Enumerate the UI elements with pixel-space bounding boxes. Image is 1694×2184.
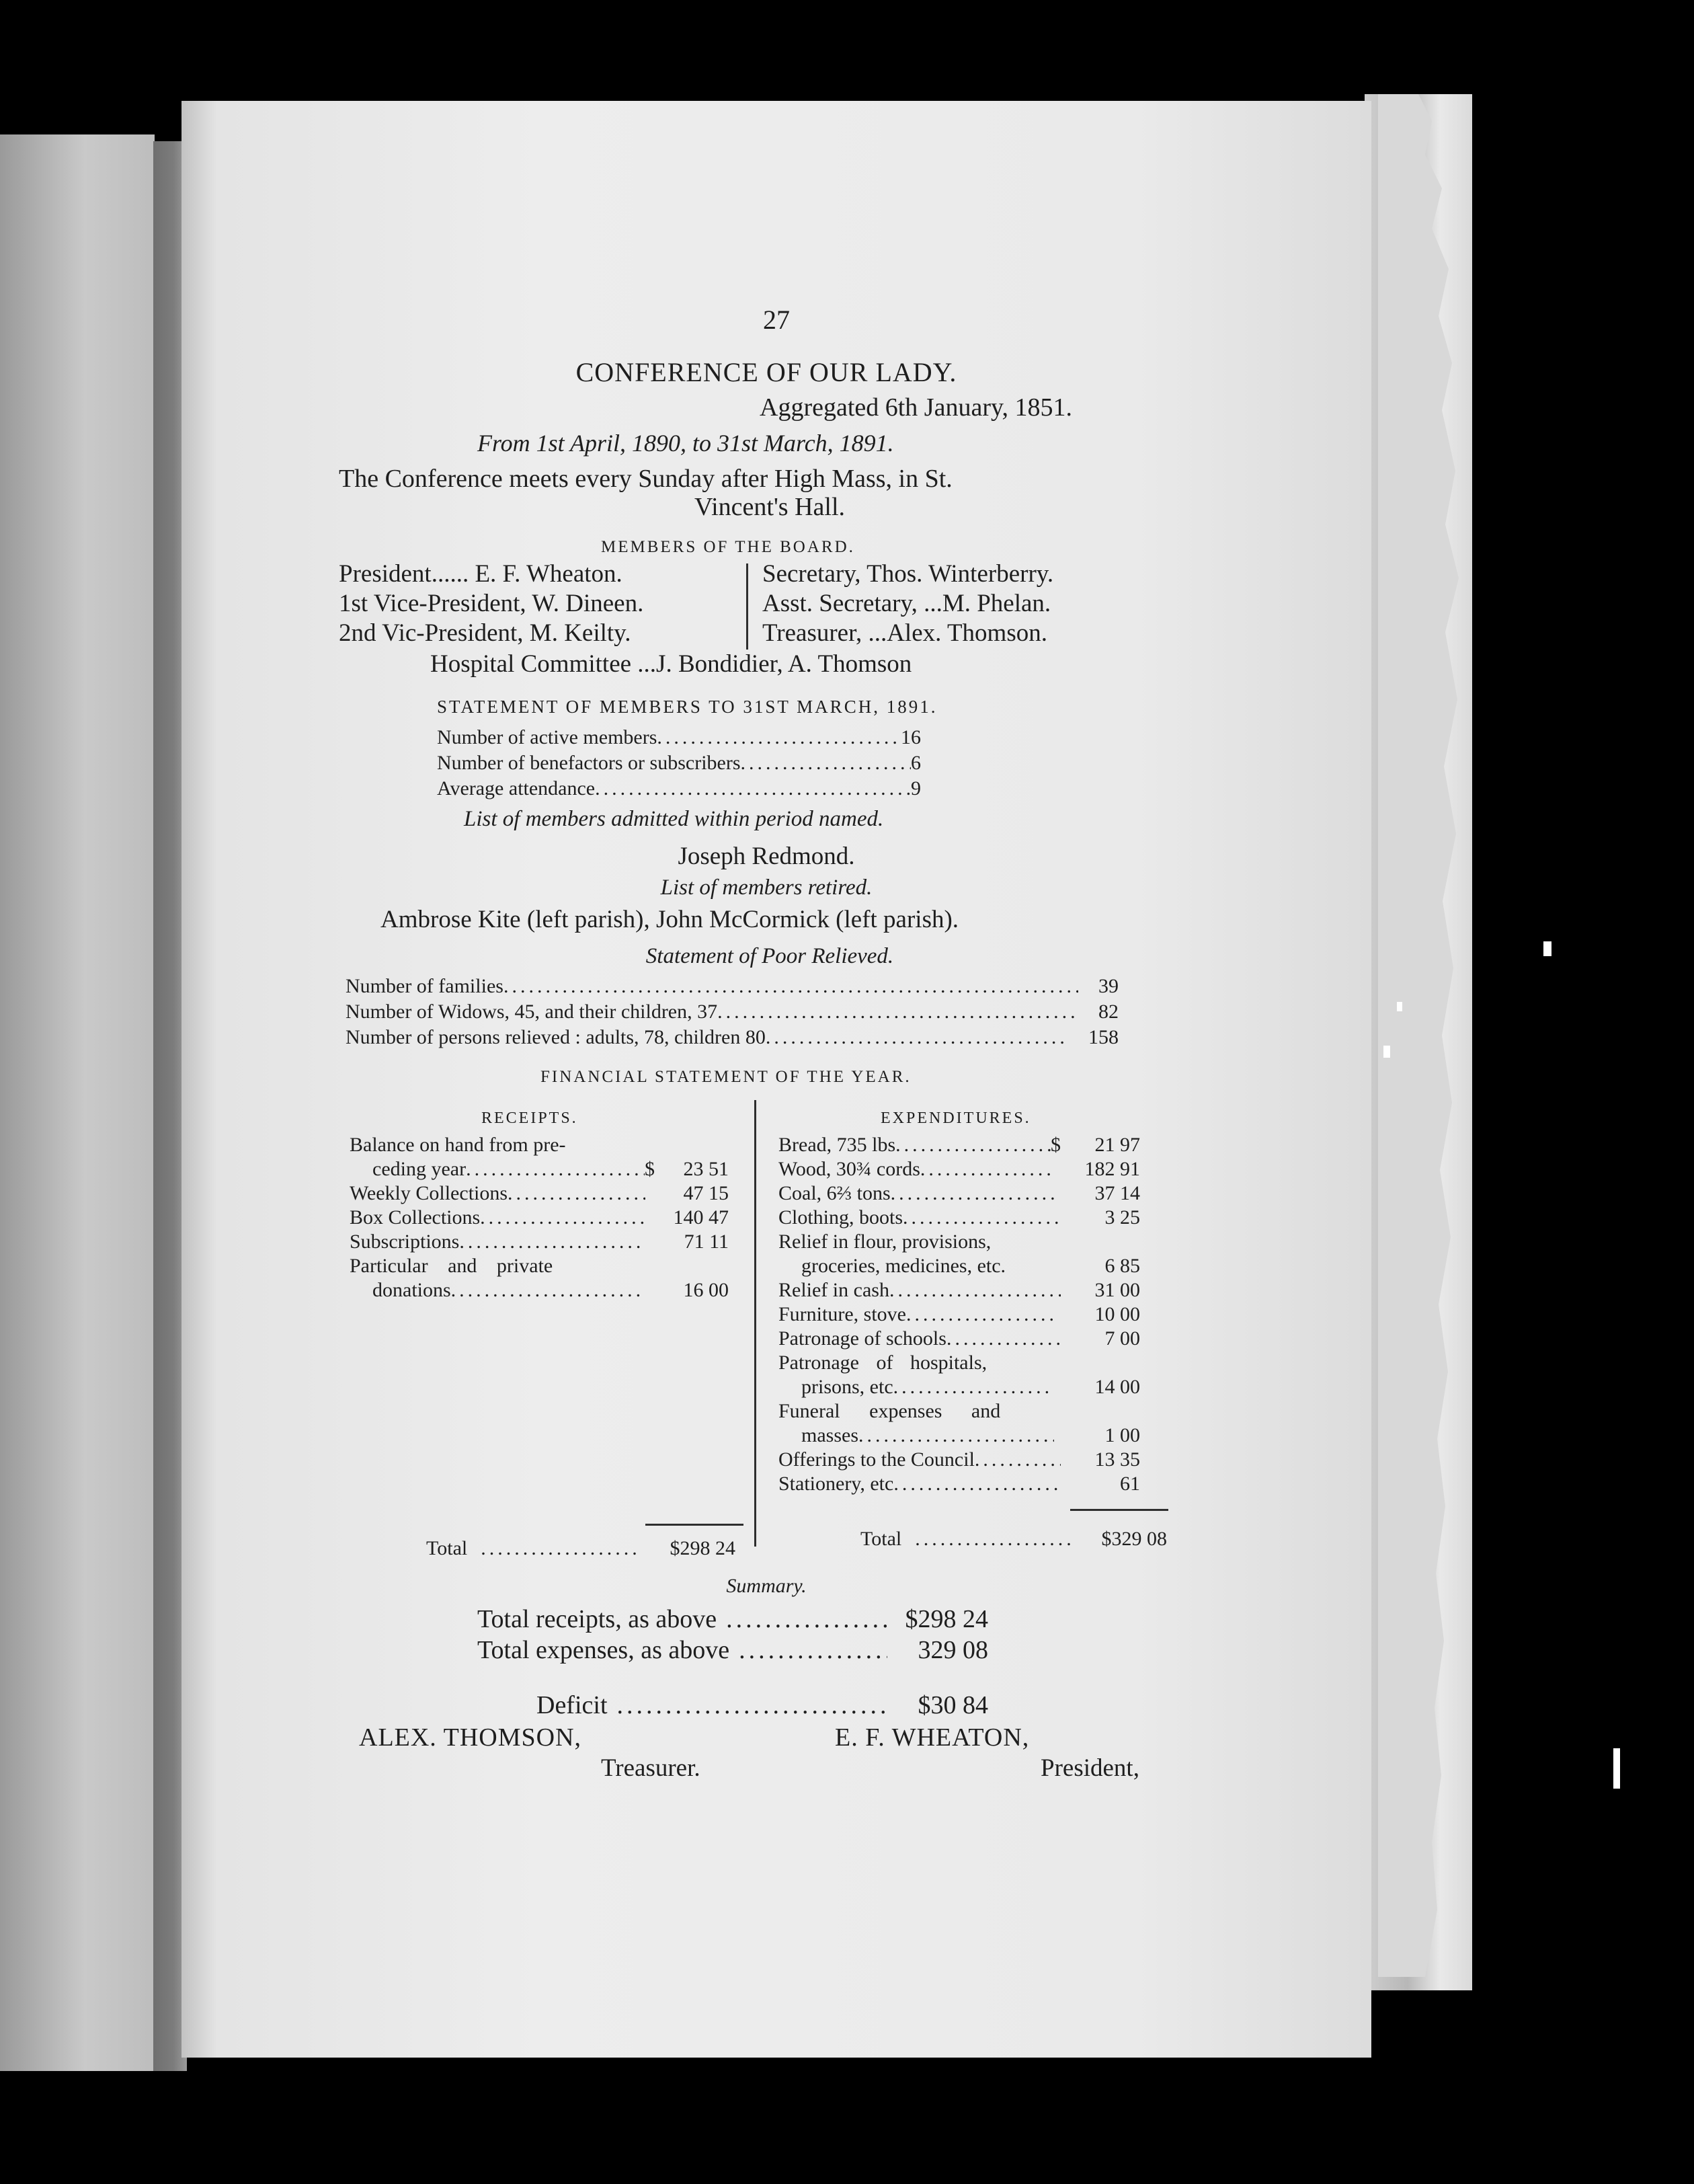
hospital-committee: Hospital Committee ...J. Bondidier, A. Thomson [430,650,912,678]
scan-speck [1397,1002,1402,1011]
poor-stat-label: Number of Widows, 45, and their children, 37 [346,1001,718,1023]
expenditure-amount: 6 85 [1104,1255,1140,1277]
admitted-heading: List of members admitted within period named. [464,807,884,831]
receipt-label: ceding year [372,1158,467,1180]
receipt-label: Weekly Collections [350,1182,508,1204]
expenditure-amount: 31 00 [1094,1279,1140,1301]
scan-speck [1383,1046,1390,1058]
expenditure-label: Clothing, boots [778,1206,903,1228]
treasurer-name: ALEX. THOMSON, [359,1723,582,1752]
treasurer-title: Treasurer. [601,1754,700,1782]
expenditure-label: Funeral expenses and [778,1400,1001,1422]
poor-stat-row [346,975,1119,998]
receipts-total-amount: $298 24 [670,1537,735,1559]
board-member: Treasurer, ...Alex. Thomson. [762,619,1047,647]
summary-row [477,1604,887,1634]
receipts-total-rule [645,1524,743,1526]
receipt-label: Particular and private [350,1255,553,1277]
admitted-names: Joseph Redmond. [678,843,855,870]
receipt-row [350,1231,645,1253]
president-name: E. F. WHEATON, [835,1723,1030,1752]
poor-stat-value: 39 [1098,975,1119,997]
aggregated-date: Aggregated 6th January, 1851. [760,393,1073,422]
receipt-label: donations [372,1279,451,1301]
expenditure-amount: 182 91 [1084,1158,1140,1180]
expenditures-total-row [860,1528,1074,1551]
dollar-sign: $ [645,1158,655,1180]
poor-stat-label: Number of persons relieved : adults, 78, children 80 [346,1026,766,1048]
summary-label: Total expenses, as above [477,1636,730,1664]
members-statement-heading: STATEMENT OF MEMBERS TO 31ST MARCH, 1891. [437,697,938,717]
receipt-amount: 16 00 [683,1279,729,1301]
receipt-amount: 140 47 [673,1206,729,1228]
expenditure-row [778,1182,1054,1205]
expenditure-label: Bread, 735 lbs [778,1134,896,1156]
receipts-total-label: Total [426,1537,468,1559]
receipt-amount: 23 51 [683,1158,729,1180]
summary-label: Total receipts, as above [477,1605,717,1633]
financial-divider [754,1100,756,1547]
expenditure-amount: 1 00 [1104,1424,1140,1446]
receipt-label: Box Collections [350,1206,481,1228]
expenditure-label: Patronage of schools [778,1327,946,1350]
receipts-heading: RECEIPTS. [481,1109,578,1127]
expenditure-amount: 7 00 [1104,1327,1140,1350]
receipt-row [350,1206,645,1229]
president-title: President, [1041,1754,1139,1782]
poor-stat-value: 82 [1098,1001,1119,1023]
receipts-total-row [426,1537,641,1560]
poor-stat-label: Number of families [346,975,503,997]
expenditure-amount: 10 00 [1094,1303,1140,1325]
meeting-info-line2: Vincent's Hall. [694,493,846,521]
expenditure-amount: 21 97 [1094,1134,1140,1156]
expenditure-row [778,1206,1061,1229]
stat-row [437,752,921,775]
poor-stat-row [346,1001,1119,1023]
document-page [182,101,1371,2058]
retired-names: Ambrose Kite (left parish), John McCormick (left parish). [380,906,959,933]
deficit-row [536,1690,887,1720]
stat-row [437,726,921,749]
expenditure-row [801,1424,1054,1447]
expenditure-row [778,1158,1054,1181]
board-member: Asst. Secretary, ...M. Phelan. [762,590,1051,617]
scan-speck [1613,1748,1620,1789]
expenditure-row [778,1448,1061,1471]
expenditure-row [778,1279,1061,1302]
stat-label: Number of benefactors or subscribers [437,752,741,774]
receipt-row [350,1182,645,1205]
facing-page [0,134,155,2071]
expenditure-amount: 61 [1120,1473,1140,1495]
board-member: President...... E. F. Wheaton. [339,560,622,588]
meeting-info-line1: The Conference meets every Sunday after High Mass, in St. [339,465,953,493]
expenditure-row [778,1134,1061,1157]
expenditure-row [778,1473,1061,1495]
expenditure-row [801,1376,1054,1399]
expenditure-label: Stationery, etc [778,1473,894,1495]
stat-row [437,777,921,800]
torn-page-edge [1378,94,1465,1977]
summary-value: 329 08 [918,1636,988,1664]
poor-stat-row [346,1026,1119,1049]
expenditure-label: Relief in cash [778,1279,889,1301]
report-period: From 1st April, 1890, to 31st March, 1891. [477,430,894,457]
summary-value: $298 24 [905,1605,988,1633]
board-member: 1st Vice-President, W. Dineen. [339,590,644,617]
expenditure-amount: 14 00 [1094,1376,1140,1398]
expenditures-heading: EXPENDITURES. [881,1109,1031,1127]
stat-label: Average attendance [437,777,596,800]
conference-title: CONFERENCE OF OUR LADY. [575,357,957,387]
scan-speck [1543,941,1551,956]
expenditure-label: Coal, 6⅔ tons [778,1182,891,1204]
board-left-column [339,559,643,648]
expenditures-total-rule [1070,1509,1168,1511]
expenditure-amount: 3 25 [1104,1206,1140,1228]
board-heading: MEMBERS OF THE BOARD. [601,538,855,556]
dollar-sign: $ [1051,1134,1061,1156]
expenditure-label: groceries, medicines, etc. [801,1255,1006,1277]
receipt-amount: 47 15 [683,1182,729,1204]
expenditure-label: Patronage of hospitals, [778,1352,987,1374]
deficit-label: Deficit [536,1691,608,1719]
board-right-column [762,559,1053,648]
deficit-value: $30 84 [918,1691,988,1719]
expenditure-label: Wood, 30¾ cords [778,1158,920,1180]
expenditure-row [778,1327,1061,1350]
stat-value: 9 [911,777,921,800]
stat-label: Number of active members [437,726,657,748]
receipt-label: Balance on hand from pre- [350,1134,566,1156]
expenditure-label: Furniture, stove [778,1303,906,1325]
expenditure-label: prisons, etc [801,1376,893,1398]
retired-heading: List of members retired. [660,875,873,900]
expenditure-label: Offerings to the Council [778,1448,975,1471]
expenditure-row [778,1303,1054,1326]
summary-row [477,1635,887,1665]
receipt-amount: 71 11 [684,1231,729,1253]
receipt-row [372,1279,645,1302]
expenditure-label: masses [801,1424,858,1446]
poor-stat-value: 158 [1088,1026,1119,1048]
poor-relieved-heading: Statement of Poor Relieved. [645,944,894,968]
board-member: 2nd Vic-President, M. Keilty. [339,619,631,647]
receipt-label: Subscriptions [350,1231,460,1253]
expenditures-total-label: Total [860,1528,902,1550]
stat-value: 6 [911,752,921,774]
expenditure-label: Relief in flour, provisions, [778,1231,992,1253]
expenditures-total-amount: $329 08 [1101,1528,1167,1550]
board-member: Secretary, Thos. Winterberry. [762,560,1054,588]
expenditure-amount: 37 14 [1094,1182,1140,1204]
page-number: 27 [763,305,790,335]
board-divider [746,563,748,650]
summary-heading: Summary. [726,1575,807,1597]
financial-heading: FINANCIAL STATEMENT OF THE YEAR. [540,1068,912,1086]
stat-value: 16 [901,726,921,748]
receipt-row [372,1158,655,1181]
expenditure-amount: 13 35 [1094,1448,1140,1471]
